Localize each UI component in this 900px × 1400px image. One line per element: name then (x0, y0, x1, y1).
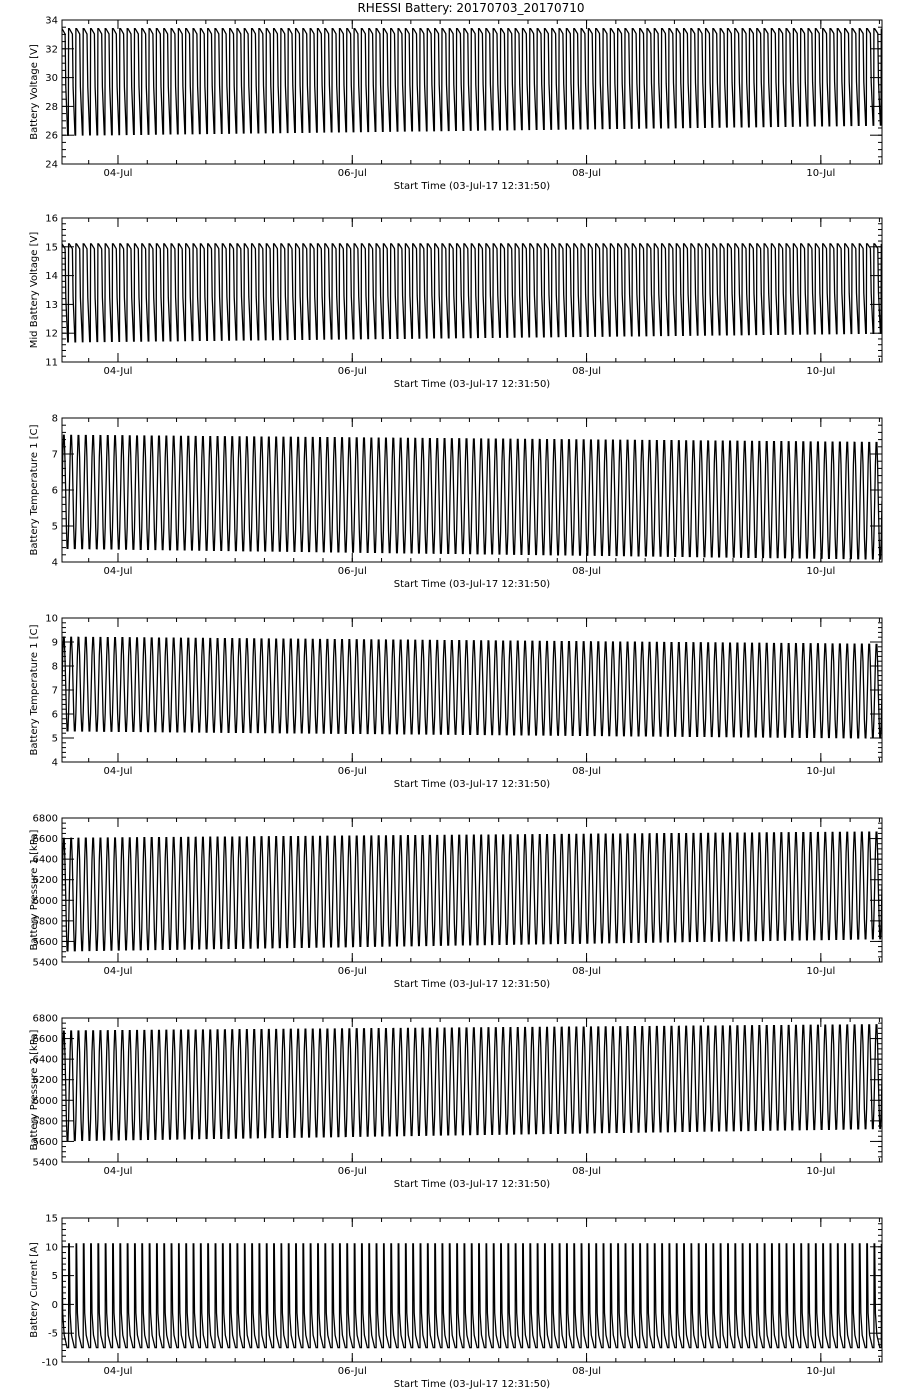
x-tick-label: 06-Jul (337, 366, 367, 377)
chart-panel-6 (29, 1014, 882, 1191)
x-tick-label: 08-Jul (572, 966, 602, 977)
x-tick-label: 10-Jul (806, 566, 836, 577)
x-tick-label: 08-Jul (572, 1366, 602, 1377)
y-tick-label: 5600 (32, 936, 58, 948)
y-tick-label: 0 (51, 1299, 58, 1311)
x-tick-label: 10-Jul (806, 766, 836, 777)
x-tick-label: 06-Jul (337, 168, 367, 179)
y-tick-label: 6200 (32, 875, 58, 887)
y-tick-label: 9 (51, 637, 58, 649)
y-tick-label: 6 (51, 709, 58, 721)
y-tick-label: 5400 (32, 957, 58, 969)
x-axis-label: Start Time (03-Jul-17 12:31:50) (393, 979, 551, 990)
y-tick-label: 5400 (32, 1157, 58, 1169)
y-tick-label: 6000 (32, 1095, 58, 1107)
y-tick-label: 12 (45, 328, 58, 340)
y-tick-label: 30 (45, 73, 58, 85)
y-tick-label: 15 (45, 1213, 58, 1225)
chart-panel-1 (29, 16, 882, 193)
y-tick-label: 8 (51, 413, 58, 425)
x-tick-label: 04-Jul (103, 366, 133, 377)
x-tick-label: 10-Jul (806, 366, 836, 377)
x-tick-label: 06-Jul (337, 966, 367, 977)
x-axis-label: Start Time (03-Jul-17 12:31:50) (393, 1179, 551, 1190)
x-tick-label: 10-Jul (806, 966, 836, 977)
y-tick-label: 16 (45, 213, 58, 225)
x-tick-label: 10-Jul (806, 1366, 836, 1377)
chart-panel-5 (29, 814, 882, 991)
y-tick-label: 6800 (32, 813, 58, 825)
y-tick-label: 6200 (32, 1075, 58, 1087)
y-tick-label: 6000 (32, 895, 58, 907)
figure-title: RHESSI Battery: 20170703_20170710 (357, 1, 585, 15)
y-tick-label: 6800 (32, 1013, 58, 1025)
x-axis-label: Start Time (03-Jul-17 12:31:50) (393, 779, 551, 790)
series-line (62, 637, 882, 738)
y-tick-label: 5 (51, 521, 58, 533)
y-tick-label: 7 (51, 449, 58, 461)
x-axis-label: Start Time (03-Jul-17 12:31:50) (393, 379, 551, 390)
y-tick-label: 5 (51, 733, 58, 745)
y-tick-label: 5600 (32, 1136, 58, 1148)
y-tick-label: 34 (45, 15, 58, 27)
y-axis-label: Battery Current [A] (29, 1242, 40, 1338)
chart-panel-2 (29, 214, 882, 391)
x-tick-label: 08-Jul (572, 366, 602, 377)
series-line (62, 1025, 882, 1141)
y-tick-label: 14 (45, 271, 58, 283)
chart-panel-4 (29, 614, 882, 791)
x-tick-label: 06-Jul (337, 766, 367, 777)
x-tick-label: 08-Jul (572, 168, 602, 179)
series-line (62, 29, 881, 136)
x-tick-label: 04-Jul (103, 1166, 133, 1177)
chart-panel-7 (29, 1214, 882, 1391)
y-tick-label: -5 (48, 1328, 58, 1340)
y-axis-label: Battery Voltage [V] (29, 44, 40, 140)
y-tick-label: 32 (45, 44, 58, 56)
y-tick-label: 4 (51, 557, 58, 569)
y-tick-label: 11 (45, 357, 58, 369)
x-tick-label: 08-Jul (572, 766, 602, 777)
y-tick-label: 4 (51, 757, 58, 769)
x-tick-label: 08-Jul (572, 566, 602, 577)
y-tick-label: -10 (41, 1357, 58, 1369)
series-line (62, 435, 882, 559)
x-tick-label: 10-Jul (806, 1166, 836, 1177)
y-tick-label: 8 (51, 661, 58, 673)
y-axis-label: Mid Battery Voltage [V] (29, 231, 40, 349)
series-line (62, 244, 881, 342)
y-tick-label: 6400 (32, 854, 58, 866)
y-tick-label: 5 (51, 1271, 58, 1283)
y-axis-label: Battery Pressure 2 [kPa] (29, 1029, 40, 1151)
y-axis-label: Battery Temperature 1 [C] (29, 624, 40, 756)
y-axis-label: Battery Pressure 1 [kPa] (29, 829, 40, 951)
y-tick-label: 10 (45, 613, 58, 625)
y-tick-label: 15 (45, 242, 58, 254)
y-tick-label: 6400 (32, 1054, 58, 1066)
x-tick-label: 04-Jul (103, 1366, 133, 1377)
x-tick-label: 08-Jul (572, 1166, 602, 1177)
y-tick-label: 24 (45, 159, 58, 171)
y-tick-label: 26 (45, 130, 58, 142)
chart-panel-3 (29, 414, 882, 591)
y-axis-label: Battery Temperature 1 [C] (29, 424, 40, 556)
y-tick-label: 5800 (32, 916, 58, 928)
y-tick-label: 5800 (32, 1116, 58, 1128)
x-axis-label: Start Time (03-Jul-17 12:31:50) (393, 579, 551, 590)
x-axis-label: Start Time (03-Jul-17 12:31:50) (393, 181, 551, 192)
y-tick-label: 6600 (32, 834, 58, 846)
x-tick-label: 06-Jul (337, 1366, 367, 1377)
x-tick-label: 06-Jul (337, 1166, 367, 1177)
x-tick-label: 04-Jul (103, 966, 133, 977)
y-tick-label: 28 (45, 101, 58, 113)
x-tick-label: 04-Jul (103, 168, 133, 179)
y-tick-label: 10 (45, 1242, 58, 1254)
y-tick-label: 6 (51, 485, 58, 497)
x-tick-label: 04-Jul (103, 566, 133, 577)
series-line (62, 832, 882, 951)
x-tick-label: 10-Jul (806, 168, 836, 179)
y-tick-label: 7 (51, 685, 58, 697)
y-tick-label: 6600 (32, 1034, 58, 1046)
x-tick-label: 04-Jul (103, 766, 133, 777)
x-axis-label: Start Time (03-Jul-17 12:31:50) (393, 1379, 551, 1390)
x-tick-label: 06-Jul (337, 566, 367, 577)
y-tick-label: 13 (45, 299, 58, 311)
series-line (62, 1244, 881, 1348)
